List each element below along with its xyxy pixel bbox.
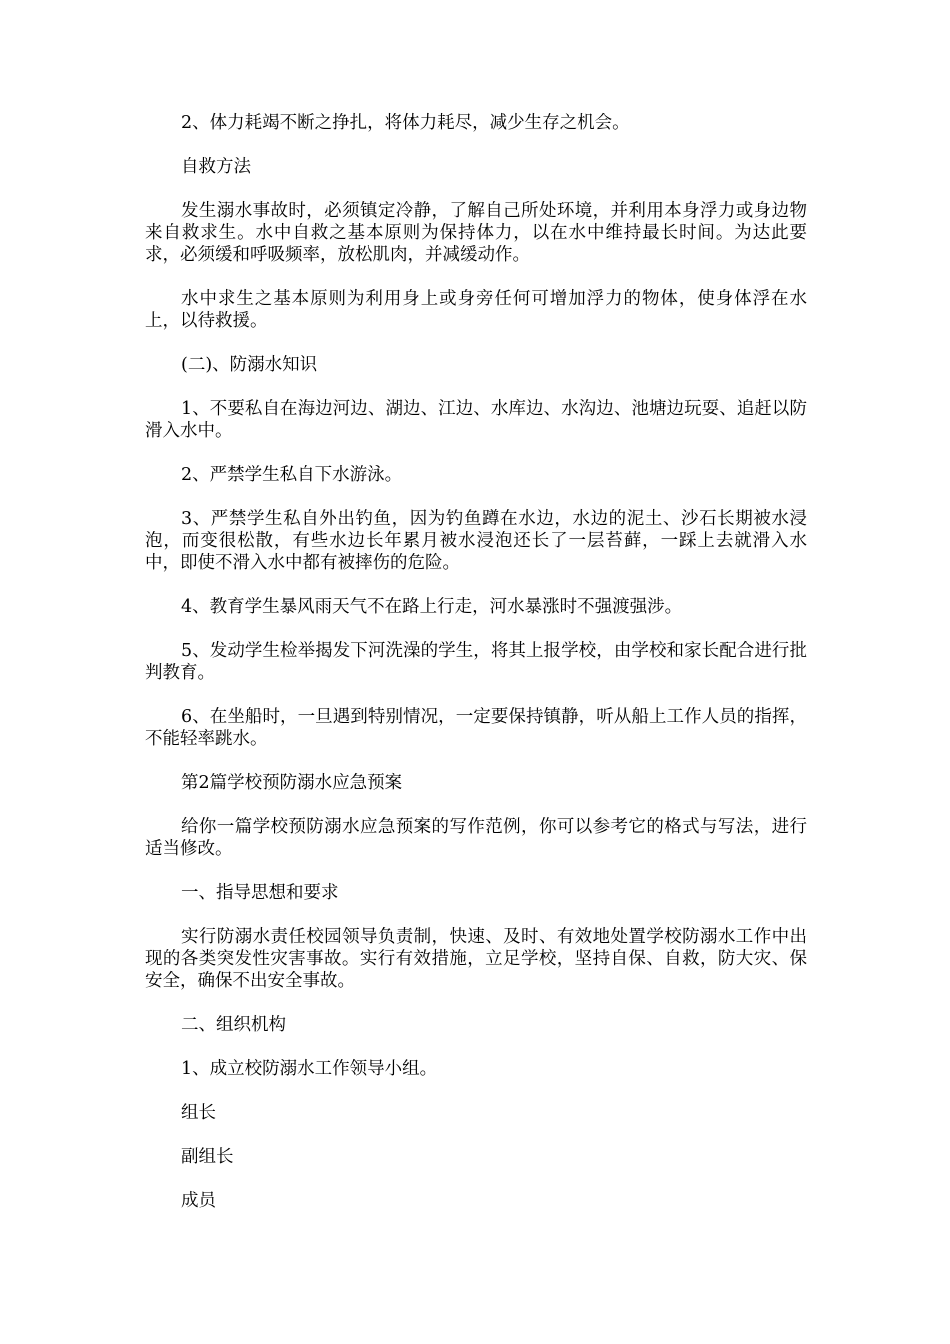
- paragraph: 2、体力耗竭不断之挣扎，将体力耗尽，减少生存之机会。: [181, 113, 630, 133]
- paragraph: 发生溺水事故时，必须镇定冷静，了解自己所处环境，并利用本身浮力或身边物来自救求生。水中自救之基本原则为保持体力，以在水中维持最长时间。为达此要求，必须缓和呼吸频率，放松肌肉，并减缓动作。: [145, 201, 807, 265]
- list-item: 5、发动学生检举揭发下河洗澡的学生，将其上报学校，由学校和家长配合进行批判教育。: [145, 641, 807, 683]
- list-item: 6、在坐船时，一旦遇到特别情况，一定要保持镇静，听从船上工作人员的指挥，不能轻率跳水。: [145, 707, 807, 749]
- section-heading: 一、指导思想和要求: [181, 883, 339, 903]
- list-item: 2、严禁学生私自下水游泳。: [181, 465, 403, 485]
- section-heading: 自救方法: [181, 157, 251, 177]
- list-item: 1、不要私自在海边河边、湖边、江边、水库边、水沟边、池塘边玩耍、追赶以防滑入水中。: [145, 399, 807, 441]
- paragraph: 给你一篇学校预防溺水应急预案的写作范例，你可以参考它的格式与写法，进行适当修改。: [145, 817, 807, 859]
- list-item: 1、成立校防溺水工作领导小组。: [181, 1059, 438, 1079]
- paragraph: 实行防溺水责任校园领导负责制，快速、及时、有效地处置学校防溺水工作中出现的各类突发性灾害事故。实行有效措施，立足学校，坚持自保、自救，防大灾、保安全，确保不出安全事故。: [145, 927, 807, 991]
- list-item: 4、教育学生暴风雨天气不在路上行走，河水暴涨时不强渡强涉。: [181, 597, 683, 617]
- section-heading: 二、组织机构: [181, 1015, 286, 1035]
- paragraph: 水中求生之基本原则为利用身上或身旁任何可增加浮力的物体，使身体浮在水上，以待救援。: [145, 289, 807, 331]
- role-label: 副组长: [181, 1147, 234, 1167]
- document-body: [145, 112, 807, 1234]
- role-label: 组长: [181, 1103, 216, 1123]
- article-title: 第2篇学校预防溺水应急预案: [181, 773, 403, 793]
- list-item: 3、严禁学生私自外出钓鱼，因为钓鱼蹲在水边，水边的泥土、沙石长期被水浸泡，而变很松散，有些水边长年累月被水浸泡还长了一层苔藓，一踩上去就滑入水中，即使不滑入水中都有被摔伤的危险。: [145, 509, 807, 573]
- role-label: 成员: [181, 1191, 216, 1211]
- section-heading: (二)、防溺水知识: [181, 355, 318, 375]
